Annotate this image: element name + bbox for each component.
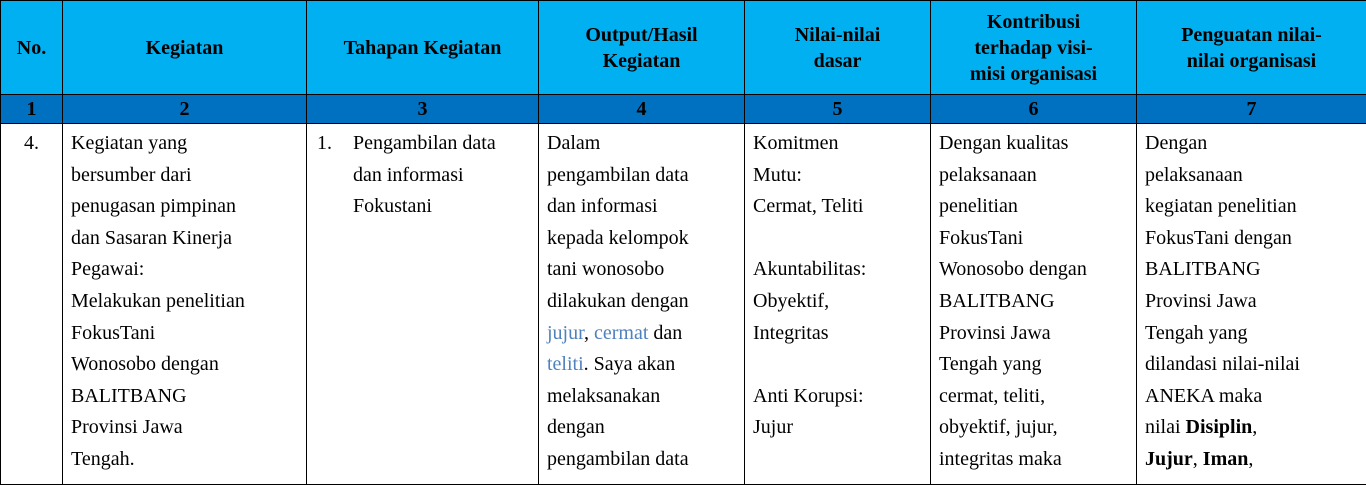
cell-output: Dalam pengambilan data dan informasi kepada kelompok tani wonosobo dilakukan dengan jujur, cermat dan teliti. Saya akan melaksanakan dengan pengambilan data	[539, 124, 745, 485]
column-number: 1	[1, 95, 63, 124]
header-nilai: Nilai-nilai dasar	[745, 1, 931, 95]
header-penguatan: Penguatan nilai- nilai organisasi	[1137, 1, 1366, 95]
table-row	[1, 124, 1366, 485]
value-disiplin: Disiplin	[1186, 416, 1253, 438]
keyword-teliti: teliti	[547, 353, 584, 375]
list-number: 1.	[315, 128, 353, 223]
cell-tahapan	[307, 124, 539, 485]
output-keywords-line: jujur, cermat dan	[547, 318, 738, 350]
column-number-row	[1, 95, 1366, 124]
penguatan-jujur-iman-line: Jujur, Iman,	[1145, 444, 1360, 476]
spacer	[753, 223, 924, 255]
output-teliti-line: teliti. Saya akan	[547, 349, 738, 381]
cell-kegiatan: Kegiatan yang bersumber dari penugasan pimpinan dan Sasaran Kinerja Pegawai: Melakukan penelitian FokusTani Wonosobo dengan BALITBANG Provinsi Jawa Tengah.	[63, 124, 307, 485]
keyword-cermat: cermat	[594, 322, 648, 344]
column-number: 6	[931, 95, 1137, 124]
column-number: 5	[745, 95, 931, 124]
header-output: Output/Hasil Kegiatan	[539, 1, 745, 95]
header-no: No.	[1, 1, 63, 95]
header-tahapan: Tahapan Kegiatan	[307, 1, 539, 95]
list-item	[315, 128, 532, 223]
column-number: 3	[307, 95, 539, 124]
penguatan-disiplin-line: nilai Disiplin,	[1145, 412, 1360, 444]
cell-nilai: Komitmen Mutu: Cermat, Teliti Akuntabilitas: Obyektif, Integritas Anti Korupsi: Jujur	[745, 124, 931, 485]
list-text: Pengambilan data dan informasi Fokustani	[353, 128, 496, 223]
header-kegiatan: Kegiatan	[63, 1, 307, 95]
cell-kontribusi: Dengan kualitas pelaksanaan penelitian FokusTani Wonosobo dengan BALITBANG Provinsi Jawa Tengah yang cermat, teliti, obyektif, jujur, integritas maka	[931, 124, 1137, 485]
value-iman: Iman	[1203, 448, 1249, 470]
column-number: 4	[539, 95, 745, 124]
header-kontribusi: Kontribusi terhadap visi- misi organisasi	[931, 1, 1137, 95]
header-row	[1, 1, 1366, 95]
spacer	[753, 349, 924, 381]
keyword-jujur: jujur	[547, 322, 584, 344]
column-number: 7	[1137, 95, 1366, 124]
value-jujur: Jujur	[1145, 448, 1193, 470]
column-number: 2	[63, 95, 307, 124]
cell-no: 4.	[1, 124, 63, 485]
cell-penguatan: Dengan pelaksanaan kegiatan penelitian FokusTani dengan BALITBANG Provinsi Jawa Tengah yang dilandasi nilai-nilai ANEKA maka nilai Disiplin, Jujur, Iman,	[1137, 124, 1366, 485]
